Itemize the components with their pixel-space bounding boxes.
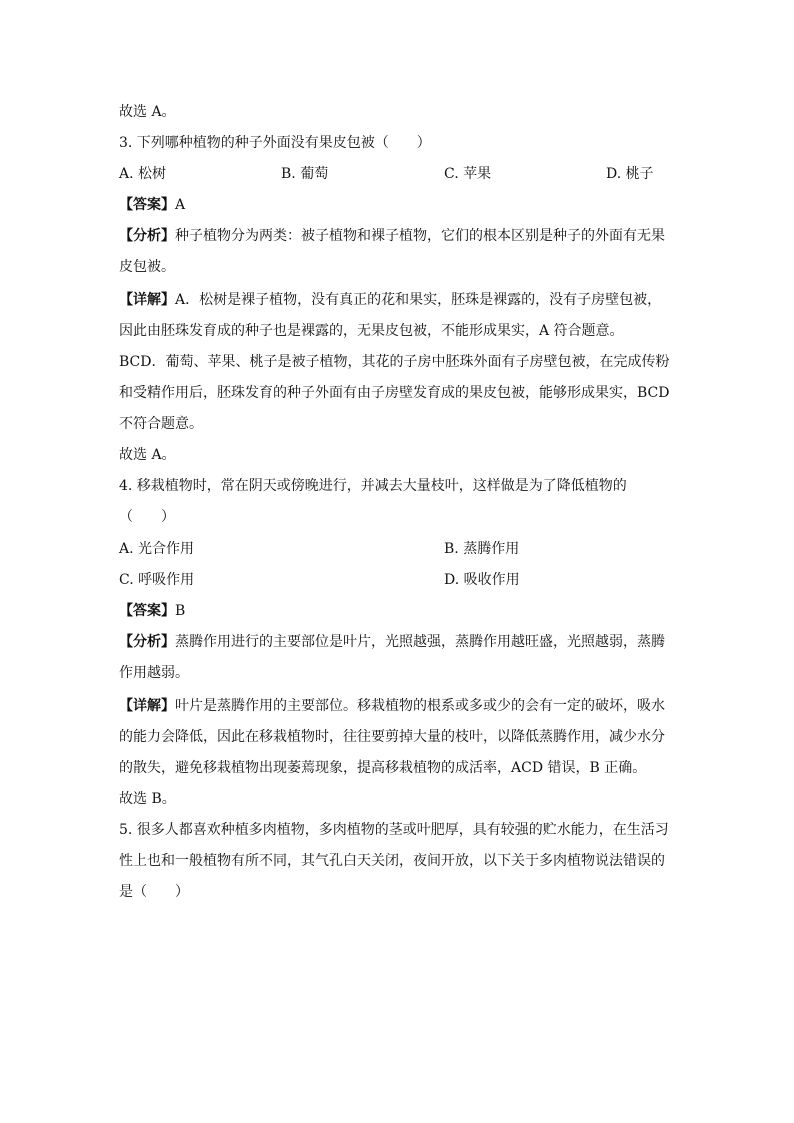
- q4-detail-cont: 的散失，避免移栽植物出现萎蔫现象，提高移栽植物的成活率，ACD 错误，B 正确。: [119, 760, 647, 776]
- answer-tag: 【答案】: [119, 603, 175, 619]
- detail-tag: 【详解】: [119, 292, 175, 308]
- answer-value: B: [175, 603, 186, 619]
- q4-analysis-cont: 作用越弱。: [119, 665, 189, 681]
- analysis-text: 蒸腾作用进行的主要部位是叶片，光照越强，蒸腾作用越旺盛，光照越弱，蒸腾: [175, 634, 665, 650]
- q3-option-c: C. 苹果: [444, 166, 492, 182]
- q3-analysis-cont: 皮包被。: [119, 259, 175, 275]
- q4-stem: 4. 移栽植物时，常在阴天或傍晚进行，并减去大量枝叶，这样做是为了降低植物的: [119, 478, 627, 494]
- analysis-text: 种子植物分为两类：被子植物和裸子植物，它们的根本区别是种子的外面有无果: [175, 228, 665, 244]
- q3-stem: 3. 下列哪种植物的种子外面没有果皮包被（ ）: [119, 135, 431, 151]
- q3-detail-cont: BCD．葡萄、苹果、桃子是被子植物，其花的子房中胚珠外面有子房壁包被，在完成传粉: [119, 354, 670, 370]
- q3-options: [119, 159, 689, 190]
- q4-detail: [119, 691, 689, 722]
- q2-conclusion: 故选 A。: [119, 104, 176, 120]
- detail-text: A．松树是裸子植物，没有真正的花和果实，胚珠是裸露的，没有子房壁包被，: [175, 292, 662, 308]
- q3-conclusion: 故选 A。: [119, 447, 176, 463]
- detail-tag: 【详解】: [119, 698, 175, 714]
- answer-tag: 【答案】: [119, 197, 175, 213]
- q3-detail: [119, 285, 689, 316]
- q5-stem: 5. 很多人都喜欢种植多肉植物，多肉植物的茎或叶肥厚，具有较强的贮水能力，在生活习: [119, 822, 669, 838]
- q3-detail-cont: 不符合题意。: [119, 416, 203, 432]
- q3-option-d: D. 桃子: [606, 166, 654, 182]
- q3-detail-cont: 因此由胚珠发育成的种子也是裸露的，无果皮包被，不能形成果实，A 符合题意。: [119, 323, 624, 339]
- q3-option-b: B. 葡萄: [281, 166, 329, 182]
- q4-stem-cont: （ ）: [119, 509, 175, 525]
- analysis-tag: 【分析】: [119, 228, 175, 244]
- q5-stem-cont: 性上也和一般植物有所不同，其气孔白天关闭，夜间开放，以下关于多肉植物说法错误的: [119, 853, 665, 869]
- q4-conclusion: 故选 B。: [119, 791, 176, 807]
- q3-option-a: A. 松树: [119, 166, 167, 182]
- analysis-tag: 【分析】: [119, 634, 175, 650]
- q3-answer: [119, 190, 689, 221]
- q4-option-a: A. 光合作用: [119, 541, 195, 557]
- answer-value: A: [175, 197, 186, 213]
- detail-text: 叶片是蒸腾作用的主要部位。移栽植物的根系或多或少的会有一定的破坏，吸水: [175, 698, 665, 714]
- q4-option-d: D. 吸收作用: [444, 572, 520, 588]
- q3-analysis: [119, 221, 689, 252]
- q4-detail-cont: 的能力会降低，因此在移栽植物时，往往要剪掉大量的枝叶，以降低蒸腾作用，减少水分: [119, 729, 665, 745]
- q3-detail-cont: 和受精作用后，胚珠发育的种子外面有由子房壁发育成的果皮包被，能够形成果实，BCD: [119, 385, 670, 401]
- q4-option-b: B. 蒸腾作用: [444, 541, 520, 557]
- q4-analysis: [119, 627, 689, 658]
- q5-stem-cont: 是（ ）: [119, 884, 189, 900]
- q4-options-row-2: [119, 565, 689, 596]
- q4-option-c: C. 呼吸作用: [119, 572, 195, 588]
- q4-options-row-1: [119, 534, 689, 565]
- q4-answer: [119, 596, 689, 627]
